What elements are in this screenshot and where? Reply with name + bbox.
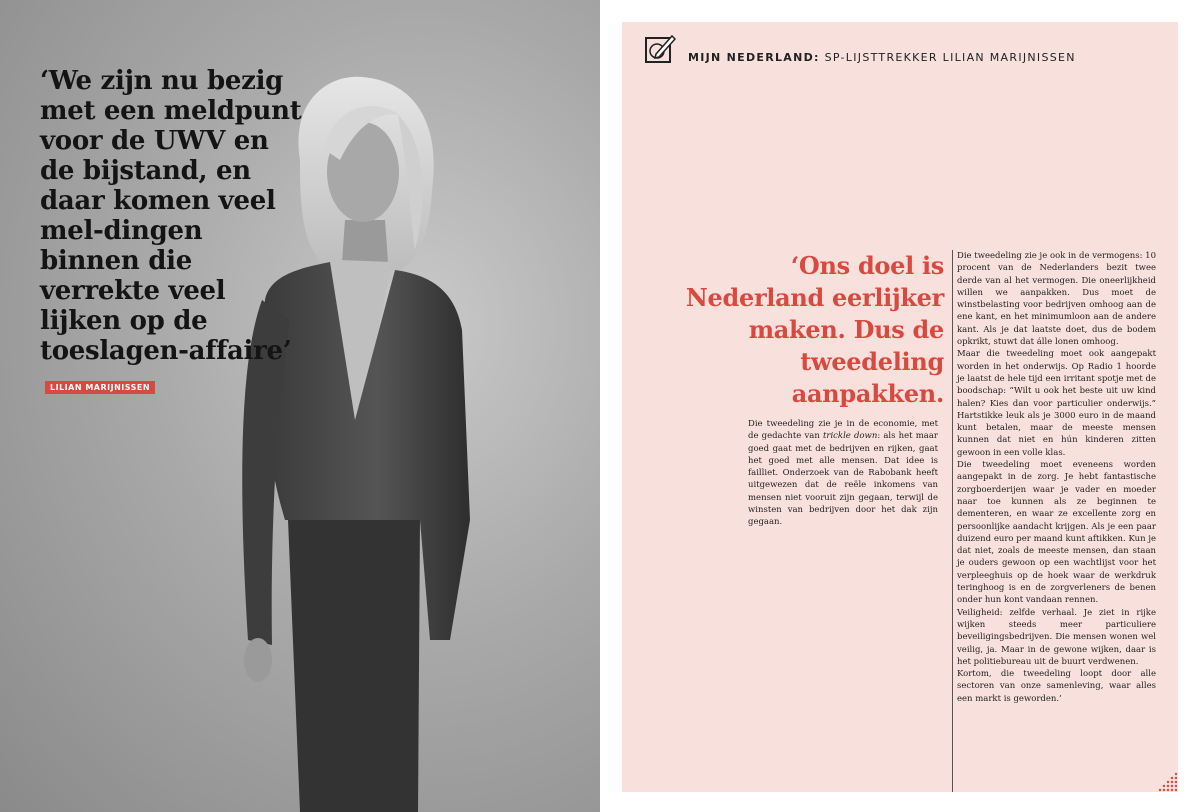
italic-term: trickle down — [822, 431, 878, 442]
article-paragraph: Veiligheid: zelfde verhaal. Je ziet in rijke wijken steeds meer particuliere beveiligingsbedrijven. Die mensen wonen wel veilig, ja. Maar in de gewone wijken, daar is het politiebureau uit de buurt verdwenen. — [957, 607, 1156, 667]
article-paragraph: Die tweedeling zie je ook in de vermogens: 10 procent van de Nederlanders bezit twee derde van al het vermogen. Die oneerlijkheid willen we aanpakken. Dus moet de winstbelasting voor bedrijven omhoog aan de ene kant, en het minimumloon aan de andere kant. Als je dat laatste doet, dus de bodem opkrikt, stuwt dat álle lonen omhoog. — [957, 251, 1156, 348]
article-paragraph: Die tweedeling zie je in de economie, met de gedachte van trickle down: als het maar goed gaat met de bedrijven en rijken, gaat het goed met alle mensen. Dat idee is failliet. Onderzoek van de Rabobank heeft uitgewezen dat de reële inkomens van mensen niet vooruit zijn gegaan, terwijl de winsten van bedrijven door het dak zijn gegaan. — [748, 419, 938, 528]
quote-attribution-badge: LILIAN MARIJNISSEN — [45, 381, 155, 394]
section-label: MIJN NEDERLAND: — [688, 51, 820, 64]
article-paragraph: Maar die tweedeling moet ook aangepakt worden in het onderwijs. Op Radio 1 hoorde je laatst de hele tijd een irritant spotje met de boodschap: “Wilt u ook het beste uit uw kind halen? Kies dan voor particulier onderwijs.” Hartstikke leuk als je 3000 euro in de maand kunt betalen, maar de meeste mensen kunnen dat niet en hún kinderen zitten gewoon in een volle klas. — [957, 349, 1156, 458]
article-column-2 — [957, 250, 1156, 705]
column-divider — [952, 250, 953, 792]
section-title — [688, 51, 1076, 64]
section-subject: SP-LIJSTTREKKER LILIAN MARIJNISSEN — [824, 51, 1076, 64]
page-gutter — [600, 0, 622, 812]
article-column-1 — [748, 418, 938, 529]
pencil-edit-icon — [644, 32, 676, 64]
corner-dot-pattern — [1150, 764, 1178, 792]
pull-quote: ‘We zijn nu bezig met een meldpunt voor de UWV en de bijstand, en daar komen veel mel-dingen binnen die verrekte veel lijken op de toeslagen-affaire’ — [40, 66, 302, 366]
article-paragraph: Kortom, die tweedeling loopt door alle sectoren van onze samenleving, waar alles een markt is geworden.’ — [957, 669, 1156, 704]
article-paragraph: Die tweedeling moet eveneens worden aangepakt in de zorg. Je hebt fantastische zorgboerderijen waar je vader en moeder naar toe kunnen als ze beginnen te dementeren, en waar ze excellente zorg en persoonlijke aandacht krijgen. Als je een paar duizend euro per maand kunt aftikken. Kun je dat niet, zoals de meeste mensen, dan staan je ouders gewoon op een wachtlijst voor het verpleeghuis op de hoek waar de werkdruk teringhoog is en de zorgverleners de benen onder hun kont vandaan rennen. — [957, 460, 1156, 606]
section-header — [644, 32, 1164, 68]
article-headline: ‘Ons doel is Nederland eerlijker maken. Dus de tweedeling aanpakken. — [685, 251, 944, 408]
article-page — [622, 22, 1178, 792]
